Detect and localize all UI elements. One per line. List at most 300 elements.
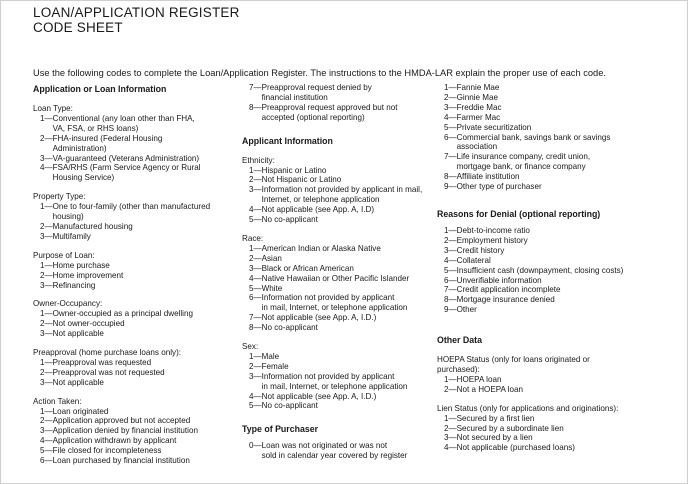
item-code: 1— [249, 351, 262, 361]
item-text-line-1: Secured by a first lien [456, 413, 535, 423]
item-text [262, 185, 423, 205]
item-text-line-1: Conventional (any loan other than FHA, [52, 113, 195, 123]
item-code: 7— [249, 83, 262, 92]
list-item [444, 123, 647, 133]
item-code: 0— [249, 441, 262, 451]
list-item [249, 103, 432, 123]
list-item [249, 185, 432, 205]
item-text [262, 323, 318, 333]
item-text [262, 441, 408, 461]
list-item [444, 103, 647, 113]
item-code: 2— [40, 270, 53, 280]
item-code: 1— [40, 406, 53, 416]
item-text [53, 163, 201, 183]
item-text [262, 244, 381, 254]
item-text [53, 309, 193, 319]
item-text-line-1: No co-applicant [261, 323, 318, 333]
item-text [53, 329, 104, 339]
item-text [262, 401, 318, 411]
list-property-type [40, 202, 233, 242]
item-text [53, 232, 91, 242]
item-text-line-1: Secured by a subordinate lien [456, 423, 564, 433]
item-code: 8— [249, 323, 262, 333]
item-code: 4— [40, 163, 53, 173]
list-item [249, 401, 432, 411]
list-preapproval [40, 358, 233, 388]
item-code: 5— [40, 446, 53, 456]
list-item [444, 385, 647, 395]
item-text-line-1: Credit application incomplete [456, 285, 561, 295]
item-text-line-1: Not applicable (see App. A, I.D) [261, 205, 375, 215]
label-action: Action Taken: [33, 396, 82, 406]
list-item [40, 114, 233, 134]
item-text-line-1: Manufactured housing [52, 221, 133, 231]
list-item [444, 305, 647, 315]
item-code: 1— [444, 83, 457, 92]
item-code: 6— [249, 293, 262, 303]
item-code: 5— [444, 265, 457, 275]
item-code: 5— [249, 401, 262, 411]
item-text [53, 281, 96, 291]
item-text [53, 407, 109, 417]
item-text-line-1: VA-guaranteed (Veterans Administration) [52, 153, 200, 163]
list-item [444, 443, 647, 453]
item-text [53, 222, 133, 232]
item-text-line-1: Not applicable (see App. A, I.D.) [261, 391, 377, 401]
item-text [457, 93, 498, 103]
item-text-line-1: Preapproval was requested [52, 357, 152, 367]
item-text [53, 416, 191, 426]
item-text [262, 103, 398, 123]
list-item [444, 182, 647, 192]
item-text-line-1: Preapproval request approved but not [261, 102, 398, 112]
list-item [40, 261, 233, 271]
item-text-line-1: Black or African American [261, 263, 354, 273]
list-action-cont [249, 83, 432, 123]
item-text [457, 295, 555, 305]
item-text [457, 246, 505, 256]
item-text [262, 254, 282, 264]
item-text [457, 133, 611, 153]
item-text-line-1: Preapproval was not requested [52, 367, 165, 377]
item-text [457, 276, 542, 286]
item-code: 2— [40, 416, 53, 426]
item-text [53, 456, 190, 466]
list-item [249, 441, 432, 461]
item-text [262, 372, 408, 392]
item-text-line-1: Information not provided by applicant [261, 293, 395, 303]
list-loan-type [40, 114, 233, 183]
item-code: 2— [40, 221, 53, 231]
item-code: 1— [40, 113, 53, 123]
item-text [457, 226, 530, 236]
item-text [53, 134, 163, 154]
item-code: 1— [444, 413, 457, 423]
column-1 [33, 84, 233, 466]
list-item [40, 222, 233, 232]
item-code: 4— [444, 255, 457, 265]
item-text [53, 368, 165, 378]
item-text-line-1: Life insurance company, credit union, [456, 152, 591, 162]
item-text-line-1: Application denied by financial institution [52, 426, 198, 436]
item-text-line-2: mortgage bank, or finance company [456, 162, 586, 172]
item-text-line-1: Asian [261, 253, 282, 263]
item-text [457, 414, 535, 424]
item-text-line-1: Ginnie Mae [456, 92, 498, 102]
list-race [249, 244, 432, 333]
list-item [40, 163, 233, 183]
item-text-line-1: Debt-to-income ratio [456, 225, 530, 235]
list-item [40, 446, 233, 456]
item-text [457, 305, 477, 315]
item-text-line-1: Insufficient cash (downpayment, closing costs) [456, 265, 624, 275]
item-text-line-1: Freddie Mac [456, 102, 502, 112]
item-text [457, 443, 575, 453]
item-text-line-2: in mail, Internet, or telephone application [261, 381, 408, 391]
list-item [444, 295, 647, 305]
item-code: 5— [249, 283, 262, 293]
item-code: 7— [444, 152, 457, 162]
page-title [33, 5, 240, 35]
list-item [444, 424, 647, 434]
item-text [53, 202, 210, 222]
title-line-1: LOAN/APPLICATION REGISTER [33, 5, 240, 20]
item-code: 8— [444, 172, 457, 182]
item-code: 3— [249, 371, 262, 381]
item-code: 4— [40, 436, 53, 446]
item-text-line-1: Other type of purchaser [456, 182, 542, 192]
item-text [53, 271, 124, 281]
heading-applicant: Applicant Information [242, 135, 333, 146]
item-text-line-1: Mortgage insurance denied [456, 295, 555, 305]
list-hoepa [444, 375, 647, 395]
item-text [457, 172, 520, 182]
item-text [457, 256, 491, 266]
item-text-line-1: Not applicable (see App. A, I.D.) [261, 313, 377, 323]
list-purchaser [444, 83, 647, 192]
item-code: 2— [444, 92, 457, 102]
item-text [53, 261, 110, 271]
item-code: 9— [444, 305, 457, 315]
item-code: 3— [40, 426, 53, 436]
item-code: 4— [249, 391, 262, 401]
item-code: 6— [40, 456, 53, 466]
item-code: 3— [249, 263, 262, 273]
item-code: 1— [40, 357, 53, 367]
item-text [262, 166, 327, 176]
item-text-line-1: Not secured by a lien [456, 433, 533, 443]
item-text [262, 274, 410, 284]
item-text [457, 182, 542, 192]
item-text-line-2: financial institution [261, 92, 328, 102]
list-item [444, 113, 647, 123]
item-text [457, 266, 624, 276]
item-text [457, 113, 501, 123]
label-hoepa-line-2: purchased): [437, 365, 480, 375]
list-item [444, 276, 647, 286]
list-item [40, 329, 233, 339]
item-text [53, 436, 177, 446]
heading-other-data: Other Data [437, 335, 482, 346]
item-text [457, 424, 564, 434]
list-ethnicity [249, 166, 432, 225]
item-text [53, 154, 200, 164]
item-text-line-2: in mail, Internet, or telephone application [261, 303, 408, 313]
label-ethnicity: Ethnicity: [242, 155, 275, 165]
list-item [444, 172, 647, 182]
item-text-line-1: Farmer Mac [456, 112, 501, 122]
label-race: Race: [242, 233, 264, 243]
item-code: 5— [444, 122, 457, 132]
list-item [444, 246, 647, 256]
list-item [249, 352, 432, 362]
item-code: 1— [40, 202, 53, 212]
item-text [262, 264, 354, 274]
item-text-line-1: Not Hispanic or Latino [261, 175, 342, 185]
item-text-line-1: Female [261, 361, 289, 371]
list-item [249, 264, 432, 274]
label-lien: Lien Status (only for applications and originations): [437, 403, 619, 413]
column-3 [437, 84, 647, 453]
list-item [249, 83, 432, 103]
item-text-line-1: Not a HOEPA loan [456, 384, 524, 394]
item-code: 3— [40, 231, 53, 241]
item-text-line-1: Home purchase [52, 260, 110, 270]
item-text-line-1: No co-applicant [261, 215, 318, 225]
label-sex: Sex: [242, 342, 259, 352]
item-text [262, 215, 318, 225]
item-text [457, 83, 500, 93]
item-text [457, 152, 590, 172]
item-text-line-2: VA, FSA, or RHS loans) [52, 123, 139, 133]
item-text-line-2: association [456, 142, 498, 152]
list-item [444, 433, 647, 443]
item-code: 3— [40, 377, 53, 387]
item-text [457, 385, 523, 395]
title-line-2: CODE SHEET [33, 20, 123, 35]
item-code: 2— [444, 423, 457, 433]
label-loan-type: Loan Type: [33, 104, 73, 113]
item-text-line-2: accepted (optional reporting) [261, 112, 365, 122]
heading-denial: Reasons for Denial (optional reporting) [437, 208, 601, 219]
list-item [444, 133, 647, 153]
list-item [40, 358, 233, 368]
item-text [457, 375, 502, 385]
list-item [249, 362, 432, 372]
list-item [40, 416, 233, 426]
item-text-line-1: Information not provided by applicant in mail, [261, 185, 423, 195]
list-item [249, 284, 432, 294]
item-code: 6— [444, 132, 457, 142]
item-text [262, 392, 377, 402]
item-text [53, 358, 152, 368]
item-text-line-1: Unverifiable information [456, 275, 542, 285]
list-purchaser-0 [249, 441, 432, 461]
item-code: 2— [40, 367, 53, 377]
item-text-line-1: White [261, 283, 283, 293]
item-text [53, 114, 195, 134]
item-code: 3— [40, 153, 53, 163]
item-code: 5— [249, 215, 262, 225]
item-code: 1— [249, 243, 262, 253]
item-code: 2— [40, 133, 53, 143]
list-item [40, 378, 233, 388]
item-text [262, 362, 289, 372]
list-action [40, 407, 233, 466]
item-code: 3— [40, 329, 53, 339]
item-text-line-1: Home improvement [52, 270, 124, 280]
list-item [249, 205, 432, 215]
item-text-line-1: Not applicable (purchased loans) [456, 443, 575, 453]
item-text-line-1: Male [261, 351, 280, 361]
list-item [40, 232, 233, 242]
item-code: 4— [444, 112, 457, 122]
item-text-line-1: Loan was not originated or was not [261, 441, 388, 451]
item-code: 2— [249, 253, 262, 263]
item-text [53, 378, 104, 388]
item-text [53, 319, 125, 329]
item-code: 3— [444, 245, 457, 255]
item-text-line-1: File closed for incompleteness [52, 446, 162, 456]
item-text-line-1: Private securitization [456, 122, 532, 132]
list-item [40, 436, 233, 446]
item-text-line-1: Loan purchased by financial institution [52, 456, 190, 466]
label-purpose: Purpose of Loan: [33, 250, 95, 260]
item-text-line-1: Refinancing [52, 280, 96, 290]
item-code: 4— [249, 273, 262, 283]
item-text-line-1: Fannie Mae [456, 83, 500, 92]
item-code: 1— [40, 309, 53, 319]
item-text-line-1: Native Hawaiian or Other Pacific Islander [261, 273, 410, 283]
list-item [444, 83, 647, 93]
item-code: 2— [40, 319, 53, 329]
item-text-line-1: FSA/RHS (Farm Service Agency or Rural [52, 163, 201, 173]
item-text-line-1: No co-applicant [261, 401, 318, 411]
item-text-line-2: Internet, or telephone application [261, 195, 380, 205]
item-text [53, 446, 162, 456]
list-item [444, 285, 647, 295]
item-text-line-1: Employment history [456, 235, 528, 245]
item-text-line-2: Housing Service) [52, 173, 115, 183]
list-item [249, 293, 432, 313]
item-text-line-1: Owner-occupied as a principal dwelling [52, 309, 193, 319]
item-text [457, 236, 528, 246]
item-text-line-1: Application approved but not accepted [52, 416, 191, 426]
list-item [40, 407, 233, 417]
item-text-line-1: Collateral [456, 255, 491, 265]
item-text [457, 123, 532, 133]
item-text-line-1: American Indian or Alaska Native [261, 243, 381, 253]
item-code: 1— [444, 374, 457, 384]
item-text-line-1: Loan originated [52, 406, 109, 416]
list-item [444, 226, 647, 236]
item-text [457, 433, 533, 443]
item-text-line-2: Administration) [52, 143, 107, 153]
list-item [249, 244, 432, 254]
list-item [249, 392, 432, 402]
item-text-line-1: Hispanic or Latino [261, 165, 327, 175]
list-item [249, 254, 432, 264]
item-text-line-1: Affiliate institution [456, 172, 520, 182]
item-code: 3— [444, 102, 457, 112]
list-item [444, 152, 647, 172]
list-item [444, 236, 647, 246]
item-text-line-2: sold in calendar year covered by register [261, 451, 408, 461]
item-text [262, 175, 342, 185]
item-text [457, 285, 561, 295]
item-code: 8— [249, 102, 262, 112]
item-text [262, 83, 372, 103]
list-item [249, 215, 432, 225]
item-text-line-1: Application withdrawn by applicant [52, 436, 177, 446]
item-text [262, 352, 280, 362]
item-code: 4— [444, 443, 457, 453]
list-item [40, 134, 233, 154]
heading-application: Application or Loan Information [33, 84, 167, 94]
item-code: 1— [444, 225, 457, 235]
intro-text: Use the following codes to complete the Loan/Application Register. The instructions to the HMDA-LAR explain the proper use of each code. [33, 68, 606, 78]
item-text-line-1: Other [456, 305, 477, 315]
list-item [249, 372, 432, 392]
item-code: 9— [444, 182, 457, 192]
list-denial [444, 226, 647, 315]
list-item [40, 319, 233, 329]
item-text-line-1: Commercial bank, savings bank or savings [456, 132, 611, 142]
item-code: 3— [249, 185, 262, 195]
list-item [40, 281, 233, 291]
item-text [262, 205, 374, 215]
list-item [40, 271, 233, 281]
item-text-line-1: Information not provided by applicant [261, 371, 395, 381]
item-code: 6— [444, 275, 457, 285]
item-code: 4— [249, 205, 262, 215]
item-text [262, 293, 408, 313]
item-text [262, 284, 283, 294]
item-text-line-1: Preapproval request denied by [261, 83, 372, 92]
list-item [444, 414, 647, 424]
item-text [262, 313, 377, 323]
item-code: 3— [40, 280, 53, 290]
list-item [40, 202, 233, 222]
list-item [40, 426, 233, 436]
list-item [444, 375, 647, 385]
item-code: 2— [444, 235, 457, 245]
item-text-line-1: FHA-insured (Federal Housing [52, 133, 163, 143]
item-code: 8— [444, 295, 457, 305]
item-code: 7— [249, 313, 262, 323]
label-property-type: Property Type: [33, 192, 86, 202]
item-text [53, 426, 198, 436]
item-code: 2— [249, 361, 262, 371]
item-code: 1— [249, 165, 262, 175]
item-code: 1— [40, 260, 53, 270]
item-text-line-2: housing) [52, 212, 84, 222]
label-occupancy: Owner-Occupancy: [33, 299, 103, 309]
heading-purchaser: Type of Purchaser [242, 424, 319, 435]
item-text-line-1: Credit history [456, 245, 505, 255]
list-item [444, 266, 647, 276]
list-item [444, 256, 647, 266]
item-text-line-1: One to four-family (other than manufactured [52, 202, 211, 212]
list-lien [444, 414, 647, 454]
list-item [249, 175, 432, 185]
item-code: 3— [444, 433, 457, 443]
list-item [40, 456, 233, 466]
list-item [249, 274, 432, 284]
label-hoepa [437, 355, 647, 375]
list-item [40, 309, 233, 319]
list-item [249, 313, 432, 323]
